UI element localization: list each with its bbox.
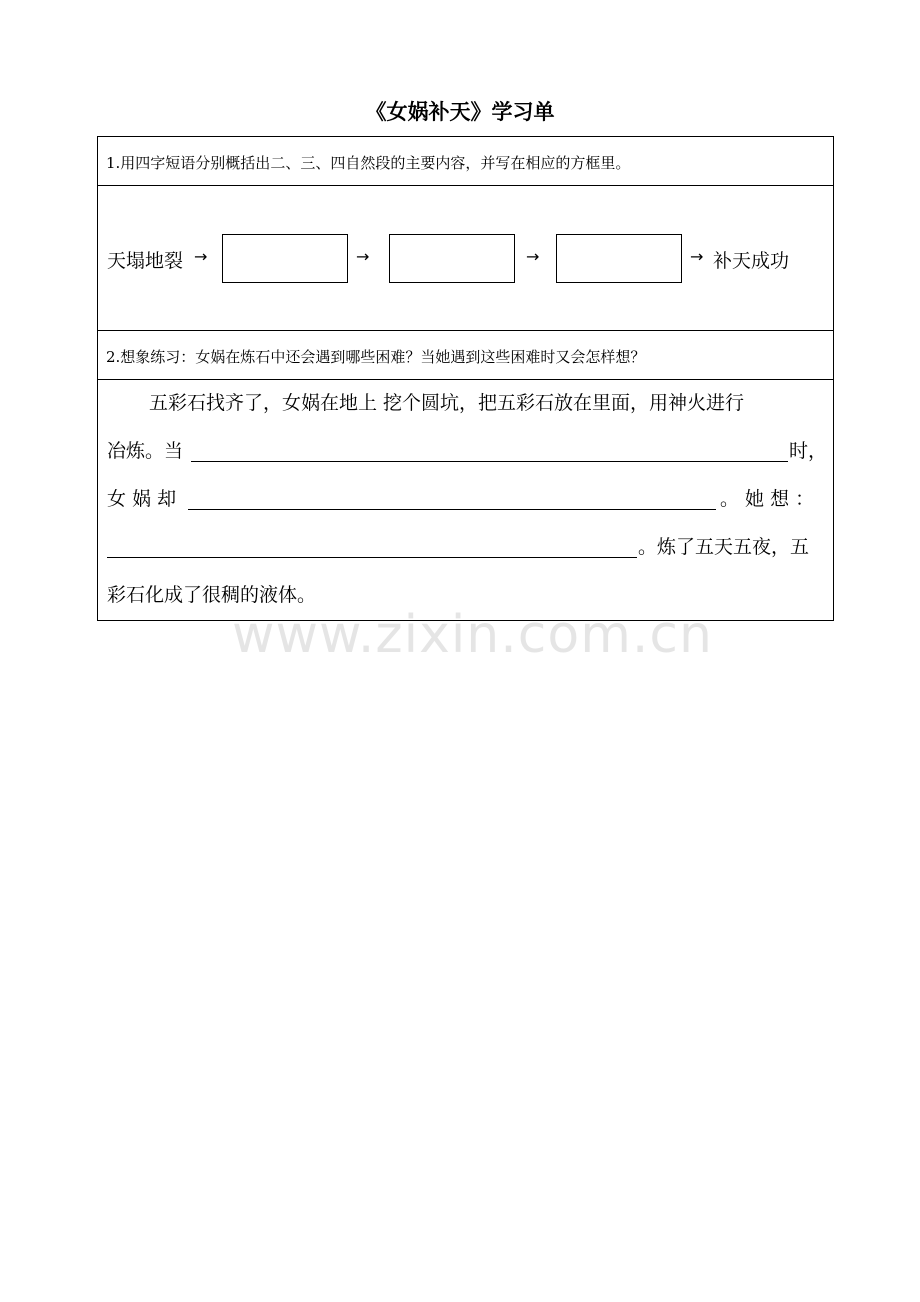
- question-1-text: 1.用四字短语分别概括出二、三、四自然段的主要内容，并写在相应的方框里。: [106, 154, 631, 172]
- story-line-3-start: 女 娲 却: [107, 488, 177, 510]
- question-2-row: [98, 331, 833, 380]
- arrow-icon: →: [690, 247, 704, 266]
- answer-box-1[interactable]: [222, 234, 348, 283]
- watermark: www.zixin.com.cn: [232, 605, 713, 665]
- arrow-icon: →: [526, 247, 540, 266]
- answer-box-2[interactable]: [389, 234, 515, 283]
- question-1-row: [98, 137, 833, 186]
- flow-diagram-row: [98, 186, 833, 331]
- story-line-1: 五彩石找齐了，女娲在地上 挖个圆坑，把五彩石放在里面，用神火进行: [149, 392, 745, 414]
- story-line-2-end: 时，: [789, 440, 828, 462]
- story-line-4-end: 。炼了五天五夜，五: [638, 536, 810, 558]
- fill-blank-2[interactable]: [188, 509, 716, 510]
- flow-start-label: 天塌地裂: [107, 250, 184, 272]
- story-line-2-start: 冶炼。当: [107, 440, 184, 462]
- question-2-text: 2.想象练习：女娲在炼石中还会遇到哪些困难？当她遇到这些困难时又会怎样想？: [106, 348, 646, 366]
- page-title: 《女娲补天》学习单: [365, 100, 555, 124]
- story-line-3-end: 。 她 想 ：: [720, 488, 815, 510]
- flow-end-label: 补天成功: [713, 250, 790, 272]
- fill-blank-1[interactable]: [191, 461, 788, 462]
- arrow-icon: →: [356, 247, 370, 266]
- fill-blank-3[interactable]: [107, 557, 637, 558]
- worksheet-table: [97, 136, 834, 621]
- arrow-icon: →: [194, 247, 208, 266]
- answer-box-3[interactable]: [556, 234, 682, 283]
- story-fill-row: [98, 380, 833, 620]
- story-line-5: 彩石化成了很稠的液体。: [107, 584, 317, 606]
